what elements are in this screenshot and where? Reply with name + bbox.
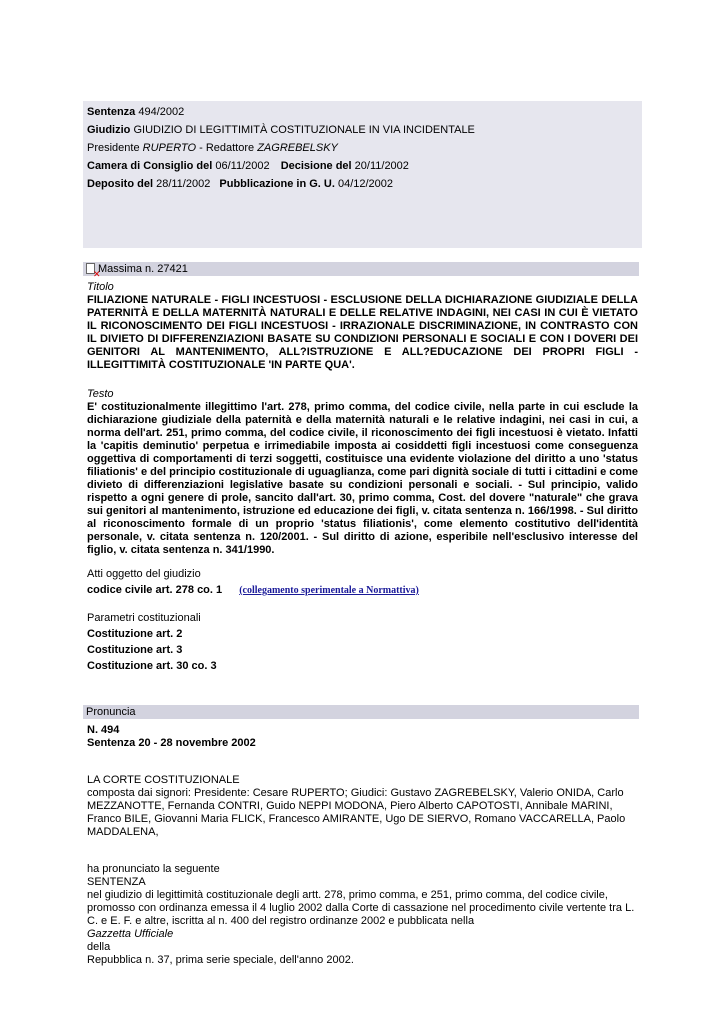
parametro-item: Costituzione art. 3 — [87, 644, 183, 656]
deposito-value: 28/11/2002 — [156, 178, 211, 190]
redattore-name: ZAGREBELSKY — [257, 142, 338, 154]
corte-title: LA CORTE COSTITUZIONALE — [87, 774, 240, 786]
pronuncia-bar[interactable] — [83, 705, 639, 719]
composizione-line: MADDALENA, — [87, 826, 159, 838]
camera-decisione-line — [87, 160, 409, 173]
titolo-line: IL DIVIETO DI DIFFERENZIAZIONI BASATE SU CONDIZIONI PERSONALI E SOCIALI E CON I DOVERI DEI — [87, 333, 638, 345]
sentenza-label: Sentenza — [87, 106, 136, 118]
testo-line: norma dell'art. 251, primo comma, del codice civile, il riconoscimento dei figli incestuosi è vietato. Infatti — [87, 427, 638, 439]
testo-line: figlio, v. citata sentenza n. 341/1990. — [87, 544, 275, 556]
parametro-item: Costituzione art. 2 — [87, 628, 183, 640]
massima-bar[interactable] — [83, 262, 639, 279]
composizione-text — [87, 787, 638, 839]
pronuncia-label: Pronuncia — [86, 706, 136, 718]
redattore-label: - Redattore — [199, 142, 255, 154]
pronuncia-sentenza-date: Sentenza 20 - 28 novembre 2002 — [87, 737, 256, 749]
presidente-label: Presidente — [87, 142, 140, 154]
giudizio-line: promosso con ordinanza emessa il 4 luglio 2002 dalla Corte di cassazione nel procedimento civile vertente tra L. — [87, 902, 635, 914]
decisione-label: Decisione del — [280, 160, 352, 172]
pubblicazione-value: 04/12/2002 — [337, 178, 394, 190]
presidente-line — [87, 142, 338, 155]
gazzetta-ufficiale-title: Gazzetta Ufficiale — [87, 928, 174, 940]
broken-image-icon: ✕ — [93, 269, 101, 279]
camera-label: Camera di Consiglio del — [87, 160, 213, 172]
testo-line: la 'capitis deminutio' perpetua e irrimediabile imposta ai cosiddetti figli incestuosi come conseguenza — [87, 440, 638, 452]
giudizio-line3-start: C. e E. F. e altre, iscritta al n. 400 del registro ordinanze 2002 e pubblicata nella — [87, 915, 475, 927]
giudizio-text — [87, 889, 638, 967]
testo-label: Testo — [87, 388, 114, 400]
atti-item: codice civile art. 278 co. 1 — [87, 584, 223, 596]
composizione-line: MEZZANOTTE, Fernanda CONTRI, Guido NEPPI MODONA, Piero Alberto CAPOTOSTI, Annibale MARINI, — [87, 800, 613, 812]
testo-line: dichiarazione giudiziale della paternità e della maternità naturali e le relative indagini, nei casi in cui, a — [87, 414, 638, 426]
testo-text — [87, 401, 638, 557]
normattiva-link[interactable]: (collegamento sperimentale a Normattiva) — [239, 585, 419, 596]
titolo-line: FILIAZIONE NATURALE - FIGLI INCESTUOSI - ESCLUSIONE DELLA DICHIARAZIONE GIUDIZIALE DELLA — [87, 294, 638, 306]
parametri-label: Parametri costituzionali — [87, 612, 201, 624]
titolo-line: GENITORI AL MANTENIMENTO, ALL?ISTRUZIONE E ALL?EDUCAZIONE DEI PROPRI FIGLI - — [87, 346, 638, 358]
sentenza-line — [87, 106, 184, 119]
decisione-value: 20/11/2002 — [354, 160, 409, 172]
pronuncia-numero: N. 494 — [87, 724, 120, 736]
titolo-label: Titolo — [87, 281, 114, 293]
atti-item-line — [87, 584, 638, 597]
giudizio-line: Repubblica n. 37, prima serie speciale, dell'anno 2002. — [87, 954, 354, 966]
titolo-text — [87, 294, 638, 372]
titolo-line: IL RICONOSCIMENTO DEI FIGLI INCESTUOSI - IRRAZIONALE DISCRIMINAZIONE, IN CONTRASTO CON — [87, 320, 638, 332]
testo-line: personale, v. citata sentenza n. 120/2001. - Sul diritto di azione, esperibile nell'esclusivo interesse del — [87, 531, 638, 543]
pubblicazione-label: Pubblicazione in G. U. — [219, 178, 335, 190]
pronunciato-text: ha pronunciato la seguente — [87, 863, 220, 875]
camera-value: 06/11/2002 — [215, 160, 270, 172]
titolo-line: PATERNITÀ E DELLA MATERNITÀ NATURALI E DELLE RELATIVE INDAGINI, NEI CASI IN CUI È VIETATO — [87, 307, 638, 319]
giudizio-line — [87, 124, 475, 137]
deposito-label: Deposito del — [87, 178, 154, 190]
testo-line: filiationis' e del principio costituzionale di uguaglianza, come pari dignità sociale di tutti i cittadini e come — [87, 466, 638, 478]
testo-line: rispetto a ogni genere di prole, sancito dall'art. 30, primo comma, Cost. del dovere "naturale" che grava — [87, 492, 638, 504]
testo-line: sui genitori al mantenimento, istruzione ed educazione dei figli, v. citata sentenza n. 166/1998. - Sul diritto — [87, 505, 638, 517]
titolo-line: ILLEGITTIMITÀ COSTITUZIONALE 'IN PARTE QUA'. — [87, 359, 355, 371]
giudizio-value: GIUDIZIO DI LEGITTIMITÀ COSTITUZIONALE IN VIA INCIDENTALE — [133, 124, 475, 136]
testo-line: al riconoscimento formale di un proprio 'status filiationis', come elemento costitutivo dell'identità — [87, 518, 638, 530]
giudizio-line3-end: della — [87, 941, 111, 953]
giudizio-line-with-gazzetta — [87, 915, 638, 954]
composizione-line: Franco BILE, Giovanni Maria FLICK, Francesco AMIRANTE, Ugo DE SIERVO, Romano VACCARELLA, Paolo — [87, 813, 626, 825]
parametro-item: Costituzione art. 30 co. 3 — [87, 660, 217, 672]
composizione-line: composta dai signori: Presidente: Cesare RUPERTO; Giudici: Gustavo ZAGREBELSKY, Valerio ONIDA, Carlo — [87, 787, 624, 799]
deposito-pubblicazione-line — [87, 178, 393, 191]
sentenza-value: 494/2002 — [138, 106, 185, 118]
massima-label: Massima n. 27421 — [98, 263, 188, 275]
sentenza-heading: SENTENZA — [87, 876, 146, 888]
atti-label: Atti oggetto del giudizio — [87, 568, 201, 580]
presidente-name: RUPERTO — [142, 142, 197, 154]
testo-line: E' costituzionalmente illegittimo l'art. 278, primo comma, del codice civile, nella parte in cui esclude la — [87, 401, 638, 413]
testo-line: oggettiva di comportamenti di terzi soggetti, costituisce una evidente violazione del diritto a uno 'status — [87, 453, 638, 465]
testo-line: divieto di differenziazioni legislative basate su condizioni personali e sociali. - Sul principio, valido — [87, 479, 638, 491]
giudizio-label: Giudizio — [87, 124, 131, 136]
giudizio-line: nel giudizio di legittimità costituzionale degli artt. 278, primo comma, e 251, primo comma, del codice civile, — [87, 889, 608, 901]
